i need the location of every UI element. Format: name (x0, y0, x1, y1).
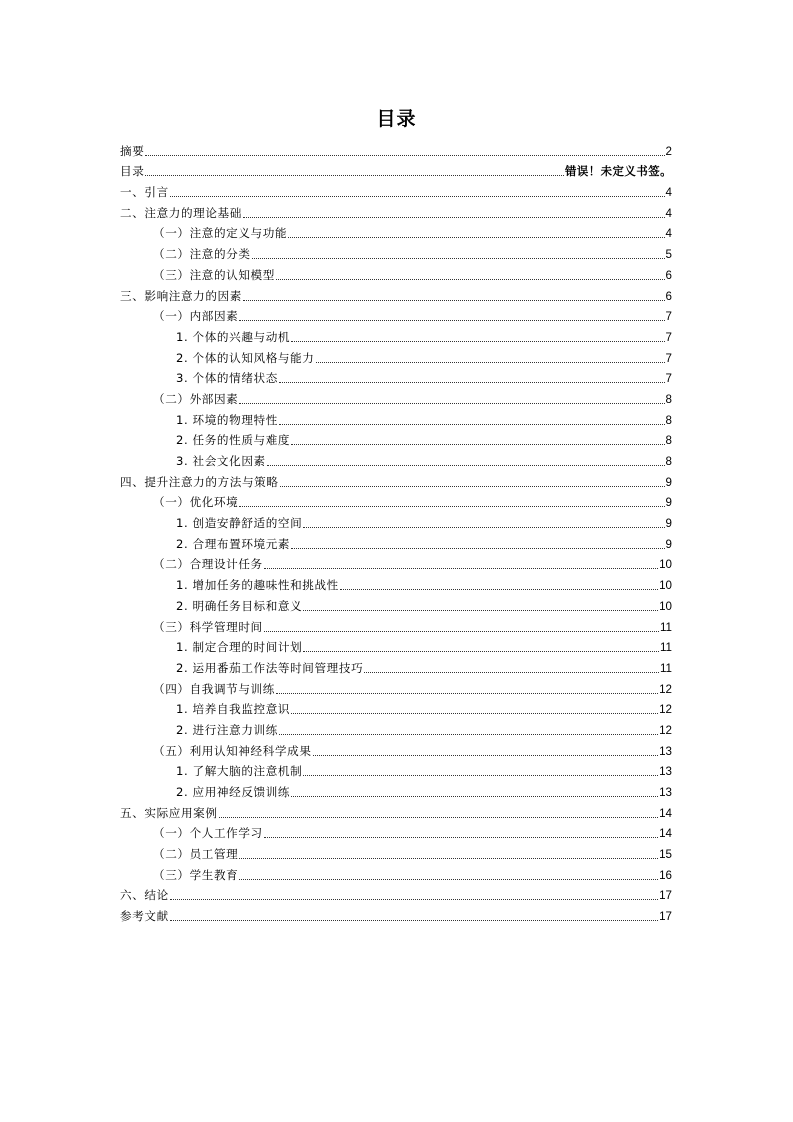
toc-entry[interactable] (120, 882, 672, 903)
toc-dot-leader (239, 402, 664, 404)
toc-dot-leader (279, 381, 665, 383)
toc-entry[interactable] (120, 344, 672, 365)
toc-entry-label: （三）科学管理时间 (153, 619, 263, 634)
toc-dot-leader (291, 340, 664, 342)
toc-entry-page: 9 (665, 537, 672, 551)
toc-entry[interactable] (120, 758, 672, 779)
toc-entry-label: 四、提升注意力的方法与策略 (120, 474, 279, 489)
toc-entry[interactable] (120, 634, 672, 655)
toc-entry[interactable] (120, 716, 672, 737)
toc-entry-page: 11 (659, 620, 672, 634)
toc-entry[interactable] (120, 696, 672, 717)
toc-entry-label: 1. 环境的物理特性 (176, 412, 278, 427)
toc-entry[interactable] (120, 385, 672, 406)
toc-entry-label: 1. 个体的兴趣与动机 (176, 329, 291, 344)
toc-entry[interactable] (120, 178, 672, 199)
toc-dot-leader (170, 898, 658, 900)
toc-dot-leader (291, 795, 658, 797)
toc-entry-page: 8 (665, 455, 672, 468)
toc-dot-leader (239, 505, 664, 507)
toc-entry[interactable] (120, 303, 672, 324)
toc-entry-page: 2 (665, 144, 672, 158)
toc-entry-label: 3. 社会文化因素 (176, 454, 266, 468)
toc-entry[interactable] (120, 778, 672, 799)
toc-entry-label: 2. 明确任务目标和意义 (176, 598, 303, 613)
toc-entry[interactable] (120, 551, 672, 572)
toc-entry-page: 14 (659, 806, 672, 820)
toc-entry-label: 五、实际应用案例 (120, 805, 218, 820)
toc-dot-leader (316, 361, 665, 363)
toc-entry-page: 11 (659, 661, 672, 675)
toc-entry-label: （二）员工管理 (153, 847, 239, 862)
toc-entry-label: 参考文献 (120, 909, 169, 924)
toc-dot-leader (303, 609, 658, 611)
toc-entry-label: （三）注意的认知模型 (153, 267, 275, 282)
toc-dot-leader (170, 195, 665, 197)
toc-entry-page: 14 (659, 827, 672, 841)
toc-entry-page: 10 (659, 558, 672, 572)
table-of-contents (120, 137, 672, 923)
toc-dot-leader (364, 671, 659, 673)
toc-entry-label: 摘要 (120, 143, 145, 158)
toc-entry-label: 1. 培养自我监控意识 (176, 702, 291, 717)
toc-entry-label: （一）内部因素 (153, 309, 239, 324)
toc-entry-page: 11 (659, 641, 672, 655)
toc-entry-page: 10 (659, 599, 672, 613)
toc-entry-label: 1. 制定合理的时间计划 (176, 640, 303, 655)
toc-entry[interactable] (120, 902, 672, 923)
toc-entry[interactable] (120, 530, 672, 551)
toc-dot-leader (264, 836, 658, 838)
toc-entry-page: 17 (659, 889, 672, 903)
toc-entry[interactable] (120, 489, 672, 510)
toc-dot-leader (267, 464, 665, 466)
toc-entry-label: 2. 应用神经反馈训练 (176, 785, 291, 799)
toc-entry[interactable] (120, 861, 672, 882)
toc-dot-leader (291, 547, 664, 549)
toc-entry[interactable] (120, 675, 672, 696)
toc-entry[interactable] (120, 240, 672, 261)
toc-entry-label: 1. 了解大脑的注意机制 (176, 764, 303, 779)
toc-entry-page: 13 (659, 765, 672, 779)
toc-entry[interactable] (120, 737, 672, 758)
toc-dot-leader (280, 485, 665, 487)
toc-entry-page: 4 (665, 186, 672, 200)
toc-dot-leader (252, 257, 665, 259)
toc-entry-label: （四）自我调节与训练 (153, 681, 275, 696)
toc-entry-label: 2. 运用番茄工作法等时间管理技巧 (176, 660, 364, 675)
toc-entry-page: 17 (659, 910, 672, 924)
toc-entry-page: 9 (665, 517, 672, 531)
toc-entry[interactable] (120, 199, 672, 220)
toc-entry-label: 二、注意力的理论基础 (120, 205, 242, 220)
toc-dot-leader (243, 299, 665, 301)
toc-entry-label: 3. 个体的情绪状态 (176, 371, 278, 386)
toc-entry[interactable] (120, 427, 672, 448)
toc-entry[interactable] (120, 468, 672, 489)
toc-dot-leader (145, 154, 664, 156)
toc-entry-page: 16 (659, 868, 672, 882)
toc-entry[interactable] (120, 592, 672, 613)
toc-dot-leader (264, 567, 658, 569)
toc-entry[interactable] (120, 654, 672, 675)
toc-entry-label: （二）外部因素 (153, 391, 239, 406)
toc-entry-label: （二）注意的分类 (153, 247, 251, 262)
toc-dot-leader (276, 692, 658, 694)
toc-dot-leader (279, 733, 658, 735)
toc-entry[interactable] (120, 799, 672, 820)
toc-entry[interactable] (120, 261, 672, 282)
toc-entry[interactable] (120, 220, 672, 241)
toc-entry-label: 六、结论 (120, 888, 169, 903)
toc-entry-page: 13 (659, 744, 672, 758)
toc-entry-page: 7 (665, 310, 672, 324)
toc-entry-page: 12 (659, 703, 672, 717)
toc-entry-label: （一）优化环境 (153, 495, 239, 510)
toc-dot-leader (170, 919, 658, 921)
toc-entry-label: （二）合理设计任务 (153, 557, 263, 572)
toc-dot-leader (340, 588, 658, 590)
toc-entry-label: 1. 增加任务的趣味性和挑战性 (176, 578, 339, 593)
toc-dot-leader (279, 423, 665, 425)
toc-dot-leader (291, 443, 664, 445)
toc-dot-leader (145, 174, 564, 176)
toc-entry[interactable] (120, 509, 672, 530)
toc-entry-label: 2. 合理布置环境元素 (176, 536, 291, 551)
toc-dot-leader (243, 216, 665, 218)
toc-error-message: 错误！未定义书签。 (564, 164, 672, 179)
toc-entry[interactable] (120, 613, 672, 634)
toc-entry-page: 8 (665, 434, 672, 448)
toc-entry-page: 10 (659, 579, 672, 593)
toc-entry-page: 12 (659, 723, 672, 737)
toc-entry-label: （一）注意的定义与功能 (153, 226, 288, 241)
toc-entry-label: 一、引言 (120, 185, 169, 200)
toc-entry-page: 5 (665, 248, 672, 262)
toc-entry-page: 15 (659, 848, 672, 862)
page-title: 目录 (376, 108, 417, 130)
toc-entry-page: 9 (665, 475, 672, 489)
toc-entry[interactable] (120, 158, 672, 179)
toc-entry-label: 2. 进行注意力训练 (176, 722, 278, 737)
toc-entry-label: （一）个人工作学习 (153, 826, 263, 841)
toc-dot-leader (276, 278, 665, 280)
toc-dot-leader (239, 319, 664, 321)
toc-entry-page: 8 (665, 392, 672, 406)
toc-entry-page: 7 (665, 330, 672, 344)
toc-entry-page: 6 (665, 268, 672, 282)
toc-dot-leader (219, 816, 659, 818)
toc-dot-leader (239, 878, 658, 880)
toc-entry-page: 13 (659, 786, 672, 799)
toc-dot-leader (313, 754, 659, 756)
toc-entry-label: 2. 个体的认知风格与能力 (176, 350, 315, 365)
toc-dot-leader (239, 857, 658, 859)
toc-dot-leader (303, 774, 658, 776)
toc-entry-label: （五）利用认知神经科学成果 (153, 743, 312, 758)
toc-entry[interactable] (120, 406, 672, 427)
toc-entry[interactable] (120, 840, 672, 861)
toc-entry[interactable] (120, 282, 672, 303)
toc-entry[interactable] (120, 323, 672, 344)
toc-entry-page: 4 (665, 206, 672, 220)
toc-entry[interactable] (120, 365, 672, 386)
toc-entry-page: 6 (665, 289, 672, 303)
toc-entry[interactable] (120, 820, 672, 841)
toc-entry-page: 8 (665, 413, 672, 427)
toc-entry-label: 1. 创造安静舒适的空间 (176, 516, 303, 531)
toc-entry[interactable] (120, 447, 672, 468)
toc-entry-label: （三）学生教育 (153, 867, 239, 882)
toc-entry-page: 7 (665, 351, 672, 365)
toc-entry-page: 12 (659, 682, 672, 696)
toc-dot-leader (303, 650, 659, 652)
toc-entry-label: 三、影响注意力的因素 (120, 288, 242, 303)
toc-entry-label: 目录 (120, 164, 145, 179)
toc-entry[interactable] (120, 571, 672, 592)
toc-entry-label: 2. 任务的性质与难度 (176, 433, 291, 448)
toc-entry[interactable] (120, 137, 672, 158)
toc-entry-page: 7 (665, 372, 672, 386)
toc-entry-page: 9 (665, 496, 672, 510)
toc-dot-leader (303, 526, 664, 528)
toc-dot-leader (288, 236, 664, 238)
toc-dot-leader (291, 712, 658, 714)
toc-entry-page: 4 (665, 227, 672, 241)
toc-dot-leader (264, 630, 659, 632)
